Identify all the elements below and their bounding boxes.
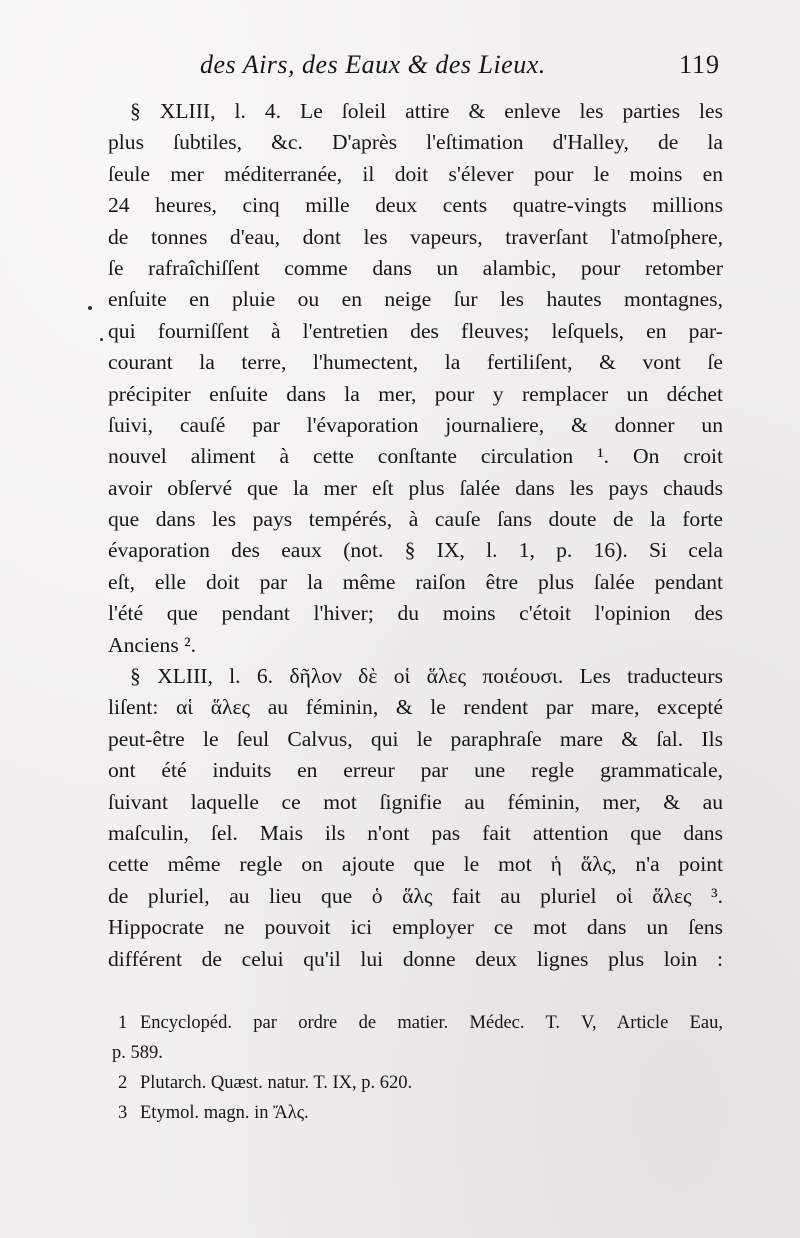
footnote-text: Encyclopéd. par ordre de matier. Médec. T. V, Article Eau, [140,1013,723,1033]
footnote-1-continuation: p. 589. [112,1043,163,1063]
footnote-number: 1 [118,1013,128,1033]
text-line: ſuivi, cauſé par l'évaporation journaliere, & donner un [108,412,723,437]
ink-speck [100,338,103,341]
footnote-2 [118,1068,723,1098]
text-line: plus ſubtiles, &c. D'après l'eſtimation d'Halley, de la [108,130,723,155]
text-line: § XLIII, l. 4. Le ſoleil attire & enleve les parties les [130,99,723,123]
text-line: qui fourniſſent à l'entretien des fleuves; leſquels, en par- [108,318,723,343]
text-line: Hippocrate ne pouvoit ici employer ce mot dans un ſens [108,915,723,940]
footnote-text: Plutarch. Quæst. natur. T. IX, p. 620. [140,1073,413,1093]
text-line: différent de celui qu'il lui donne deux lignes plus loin : [108,946,723,971]
page-number: 119 [678,50,720,79]
footnote-3 [118,1098,723,1128]
running-head [200,50,720,90]
text-line: précipiter enſuite dans la mer, pour y remplacer un déchet [108,381,723,406]
text-line: ont été induits en erreur par une regle grammaticale, [108,758,723,783]
text-line: peut-être le ſeul Calvus, qui le paraphraſe mare & ſal. Ils [108,726,723,751]
text-line: de tonnes d'eau, dont les vapeurs, traverſant l'atmoſphere, [108,224,723,249]
text-line: courant la terre, l'humectent, la fertiliſent, & vont ſe [108,350,723,375]
text-line: liſent: αἱ ἅλες au féminin, & le rendent par mare, excepté [108,695,723,720]
text-line: avoir obſervé que la mer eſt plus ſalée dans les pays chauds [108,475,723,500]
text-line: maſculin, ſel. Mais ils n'ont pas fait attention que dans [108,820,723,845]
paragraph-2 [108,661,723,975]
text-line: ſuivant laquelle ce mot ſignifie au féminin, mer, & au [108,789,723,814]
text-line: 24 heures, cinq mille deux cents quatre-vingts millions [108,193,723,218]
text-line: que dans les pays tempérés, à cauſe ſans doute de la forte [108,507,723,532]
footnote-number: 3 [118,1103,128,1123]
text-line: eſt, elle doit par la même raiſon être plus ſalée pendant [108,569,723,594]
text-line: l'été que pendant l'hiver; du moins c'étoit l'opinion des [108,601,723,626]
text-line: cette même regle on ajoute que le mot ἡ ἅλς, n'a point [108,852,723,877]
main-text [108,96,723,975]
text-line: ſeule mer méditerranée, il doit s'élever pour le moins en [108,161,723,186]
text-line: nouvel aliment à cette conſtante circulation ¹. On croit [108,444,723,469]
running-title: des Airs, des Eaux & des Lieux. [200,50,546,79]
text-line: de pluriel, au lieu que ὁ ἅλς fait au pluriel οἱ ἅλες ³. [108,883,723,908]
paragraph-1 [108,96,723,661]
footnote-number: 2 [118,1073,128,1093]
footnote-text: Etymol. magn. in Ἄλς. [140,1103,309,1123]
text-line: ſe rafraîchiſſent comme dans un alambic, pour retomber [108,255,723,280]
text-line: évaporation des eaux (not. § IX, l. 1, p. 16). Si cela [108,538,723,563]
text-line: Anciens ². [108,632,197,657]
text-line: § XLIII, l. 6. δῆλον δὲ οἱ ἅλες ποιέουσι. Les traducteurs [130,664,723,689]
ink-speck [88,306,92,310]
footnotes [112,1008,723,1128]
text-line: enſuite en pluie ou en neige ſur les hautes montagnes, [108,287,723,312]
footnote-1 [118,1008,723,1038]
